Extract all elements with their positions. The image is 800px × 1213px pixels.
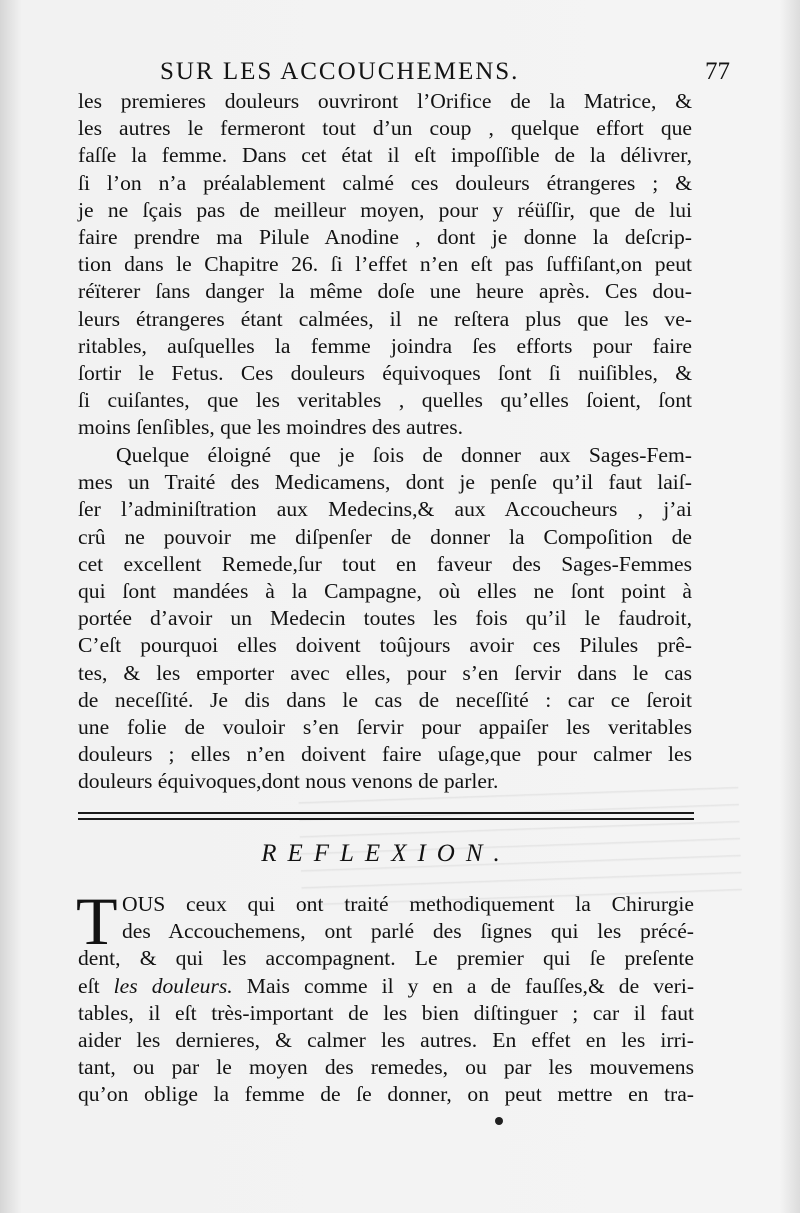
reflexion-line <box>78 973 694 1000</box>
paragraph-line: ſortir le Fetus. Ces douleurs équivoques ſont ſi nuiſibles, & <box>78 361 692 386</box>
page-header <box>160 58 730 92</box>
reflexion-prefix: eſt <box>78 973 100 998</box>
paragraph-line: moins ſenſibles, que les moindres des autres. <box>78 415 464 440</box>
italic-term: les douleurs. <box>113 973 233 998</box>
paragraph-line: ſi cuiſantes, que les veritables , quelles qu’elles ſoient, ſont <box>78 388 692 413</box>
paragraph-line: les autres le fermeront tout d’un coup , quelque effort que <box>78 116 692 141</box>
paragraph-line: faſſe la femme. Dans cet état il eſt impoſſible de la délivrer, <box>78 143 692 168</box>
paragraph-line: faire prendre ma Pilule Anodine , dont je donne la deſcrip- <box>78 225 692 250</box>
paragraph-line: réïterer ſans danger la même doſe une heure après. Ces dou- <box>78 279 692 304</box>
paragraph-line: mes un Traité des Medicamens, dont je penſe qu’il faut laiſ- <box>78 470 692 495</box>
reflexion-line-text: ceux qui ont traité methodiquement la Chirurgie <box>185 892 694 916</box>
paragraph-line: portée d’avoir un Medecin toutes les fois qu’il le faudroit, <box>78 606 692 631</box>
reflexion-line: tables, il eſt très-important de les bien diſtinguer ; car il faut <box>78 1000 694 1025</box>
paragraph-line: tes, & les emporter avec elles, pour s’en ſervir dans le cas <box>78 660 692 685</box>
drop-cap: T <box>76 883 118 959</box>
paragraph-line: ſi l’on n’a préalablement calmé ces douleurs étrangeres ; & <box>78 170 692 195</box>
paragraph-line: ſer l’adminiſtration aux Medecins,& aux Accoucheurs , j’ai <box>78 497 692 522</box>
running-head: SUR LES ACCOUCHEMENS. <box>160 58 520 85</box>
reflexion-line: des Accouchemens, ont parlé des ſignes qui les précé- <box>122 919 694 944</box>
paragraph-line: C’eſt pourquoi elles doivent toûjours avoir ces Pilules prê- <box>78 633 692 658</box>
paragraph-line: douleurs ; elles n’en doivent faire uſage,que pour calmer les <box>78 742 692 767</box>
reflexion-line-text: Mais comme il y en a de fauſſes,& de veri- <box>246 973 695 998</box>
paragraph-line: tion dans le Chapitre 26. ſi l’effet n’en eſt pas ſuffiſant,on peut <box>78 252 692 277</box>
section-rule-bottom <box>78 818 694 820</box>
paragraph-line: Quelque éloigné que je ſois de donner aux Sages-Fem- <box>116 443 692 467</box>
reflexion-first-word: OUS <box>122 892 166 916</box>
paragraph-line: je ne ſçais pas de meilleur moyen, pour y réüſſir, que de lui <box>78 197 692 222</box>
reflexion-section <box>76 883 695 1111</box>
reflexion-line: qu’on oblige la femme de ſe donner, on peut mettre en tra- <box>78 1082 694 1107</box>
paragraph-line: cet excellent Remede,ſur tout en faveur des Sages-Femmes <box>78 551 692 576</box>
reflexion-line: dent, & qui les accompagnent. Le premier qui ſe preſente <box>78 946 694 971</box>
paragraph-line: crû ne pouvoir me diſpenſer de donner la Compoſition de <box>78 524 692 549</box>
page-number: 77 <box>705 58 730 85</box>
section-heading: REFLEXION. <box>261 840 511 867</box>
paragraph-line: une folie de vouloir s’en ſervir pour appaiſer les veritables <box>78 715 692 740</box>
reflexion-line <box>122 891 694 918</box>
reflexion-line: tant, ou par le moyen des remedes, ou par les mouvemens <box>78 1055 694 1080</box>
paragraph-line: douleurs équivoques,dont nous venons de parler. <box>78 769 499 794</box>
paragraph-line: leurs étrangeres étant calmées, il ne reſtera plus que les ve- <box>78 306 692 331</box>
paragraph-line: les premieres douleurs ouvriront l’Orifice de la Matrice, & <box>78 89 692 113</box>
paragraph-1 <box>78 88 692 442</box>
paragraph-line: de neceſſité. Je dis dans le cas de neceſſité : car ce ſeroit <box>78 687 692 712</box>
paragraph-line: qui ſont mandées à la Campagne, où elles ne ſont point à <box>78 579 692 604</box>
ink-dot <box>495 1117 503 1125</box>
section-rule-top <box>78 812 694 814</box>
paragraph-2 <box>78 442 692 796</box>
reflexion-line: aider les dernieres, & calmer les autres. En effet en les irri- <box>78 1028 694 1053</box>
paragraph-line: ritables, auſquelles la femme joindra ſes efforts pour faire <box>78 333 692 358</box>
